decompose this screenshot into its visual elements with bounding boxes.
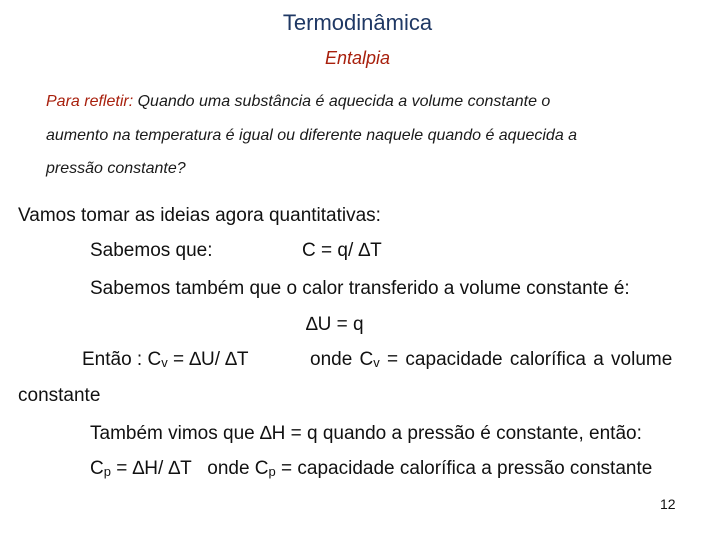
- cv-formula: [82, 349, 249, 371]
- cp-formula: [90, 458, 652, 480]
- cp-subscript: p: [103, 464, 111, 479]
- cp-letter: C: [90, 458, 104, 479]
- cv-definition-post: = capacidade calorífica a volume: [379, 349, 673, 370]
- reflection-line-3: pressão constante?: [46, 160, 186, 177]
- intro-text: Vamos tomar as ideias agora quantitativas:: [18, 205, 381, 226]
- known-also-text: Sabemos também que o calor transferido a volume constante é:: [90, 278, 630, 299]
- page-number: 12: [660, 496, 676, 512]
- reflection-line-2: aumento na temperatura é igual ou diferente naquele quando é aquecida a: [46, 127, 578, 144]
- cv-formula-rhs: = ∆U/ ∆T: [167, 349, 249, 370]
- reflection-text-1: Quando uma substância é aquecida a volume constante o: [137, 93, 551, 110]
- delta-u-formula: ∆U = q: [306, 314, 364, 335]
- reflection-label: Para refletir:: [46, 93, 134, 110]
- cp-formula-rhs: = ∆H/ ∆T onde C: [110, 458, 269, 479]
- cp-definition-post: = capacidade calorífica a pressão constante: [275, 458, 653, 479]
- slide-subtitle: Entalpia: [324, 48, 391, 68]
- cv-definition-subscript: v: [373, 355, 380, 370]
- enthalpy-text: Também vimos que ∆H = q quando a pressão é constante, então:: [90, 423, 642, 444]
- cv-definition-pre: onde C: [310, 349, 374, 370]
- cv-definition-continuation: constante: [18, 385, 101, 406]
- known-label: Sabemos que:: [90, 240, 213, 261]
- slide-title: Termodinâmica: [282, 10, 433, 35]
- cv-formula-lhs: Então : C: [82, 349, 162, 370]
- cv-subscript: v: [161, 355, 168, 370]
- cv-definition: [310, 349, 672, 371]
- cp-definition-subscript: p: [268, 464, 276, 479]
- reflection-line-1: [46, 93, 550, 111]
- heat-capacity-formula: C = q/ ∆T: [302, 240, 382, 261]
